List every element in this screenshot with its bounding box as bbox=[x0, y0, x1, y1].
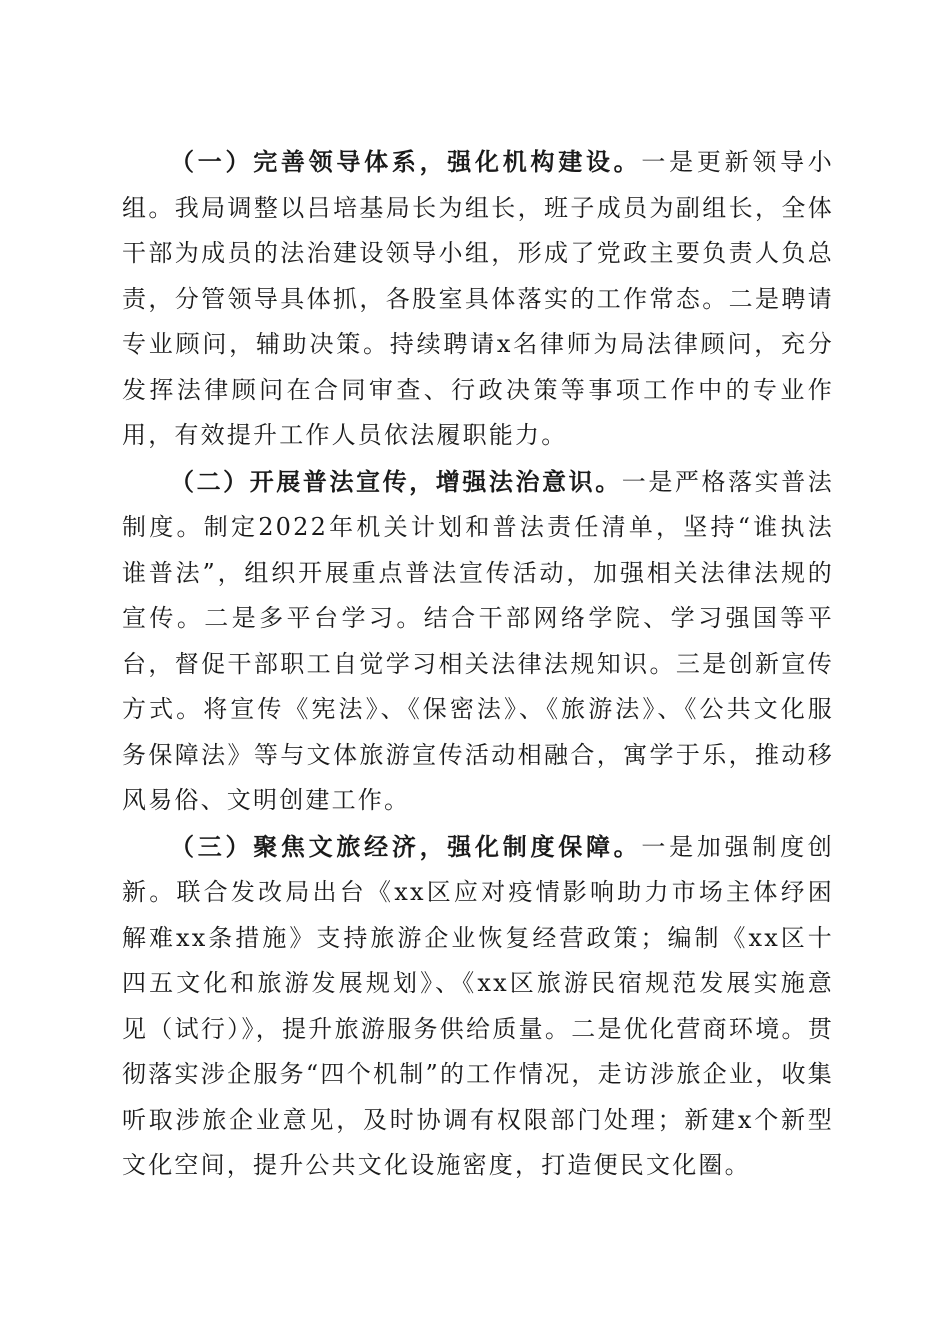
paragraph-1-text: 一是更新领导小组。我局调整以吕培基局长为组长，班子成员为副组长，全体干部为成员的法治建设领导小组，形成了党政主要负责人负总责，分管领导具体抓，各股室具体落实的工作常态。二是聘请专业顾问，辅助决策。持续聘请x名律师为局法律顾问，充分发挥法律顾问在合同审查、行政决策等事项工作中的专业作用，有效提升工作人员依法履职能力。 bbox=[122, 148, 835, 449]
paragraph-3-heading: （三）聚焦文旅经济，强化制度保障。 bbox=[170, 831, 642, 861]
paragraph-2-heading: （二）开展普法宣传，增强法治意识。 bbox=[170, 466, 622, 496]
paragraph-2-text: 一是严格落实普法制度。制定2022年机关计划和普法责任清单，坚持“谁执法谁普法”，组织开展重点普法宣传活动，加强相关法律法规的宣传。二是多平台学习。结合干部网络学院、学习强国等平台，督促干部职工自觉学习相关法律法规知识。三是创新宣传方式。将宣传《宪法》、《保密法》、《旅游法》、《公共文化服务保障法》等与文体旅游宣传活动相融合，寓学于乐，推动移风易俗、文明创建工作。 bbox=[122, 467, 834, 814]
document-body bbox=[122, 139, 834, 1189]
paragraph-1-heading: （一）完善领导体系，强化机构建设。 bbox=[170, 147, 642, 176]
paragraph-2 bbox=[122, 459, 834, 824]
paragraph-1 bbox=[122, 139, 834, 459]
paragraph-3 bbox=[122, 824, 834, 1189]
paragraph-3-text: 一是加强制度创新。联合发改局出台《xx区应对疫情影响助力市场主体纾困解难xx条措施》支持旅游企业恢复经营政策；编制《xx区十四五文化和旅游发展规划》、《xx区旅游民宿规范发展实施意见（试行）》，提升旅游服务供给质量。二是优化营商环境。贯彻落实涉企服务“四个机制”的工作情况，走访涉旅企业，收集听取涉旅企业意见，及时协调有权限部门处理；新建x个新型文化空间，提升公共文化设施密度，打造便民文化圈。 bbox=[122, 832, 835, 1179]
